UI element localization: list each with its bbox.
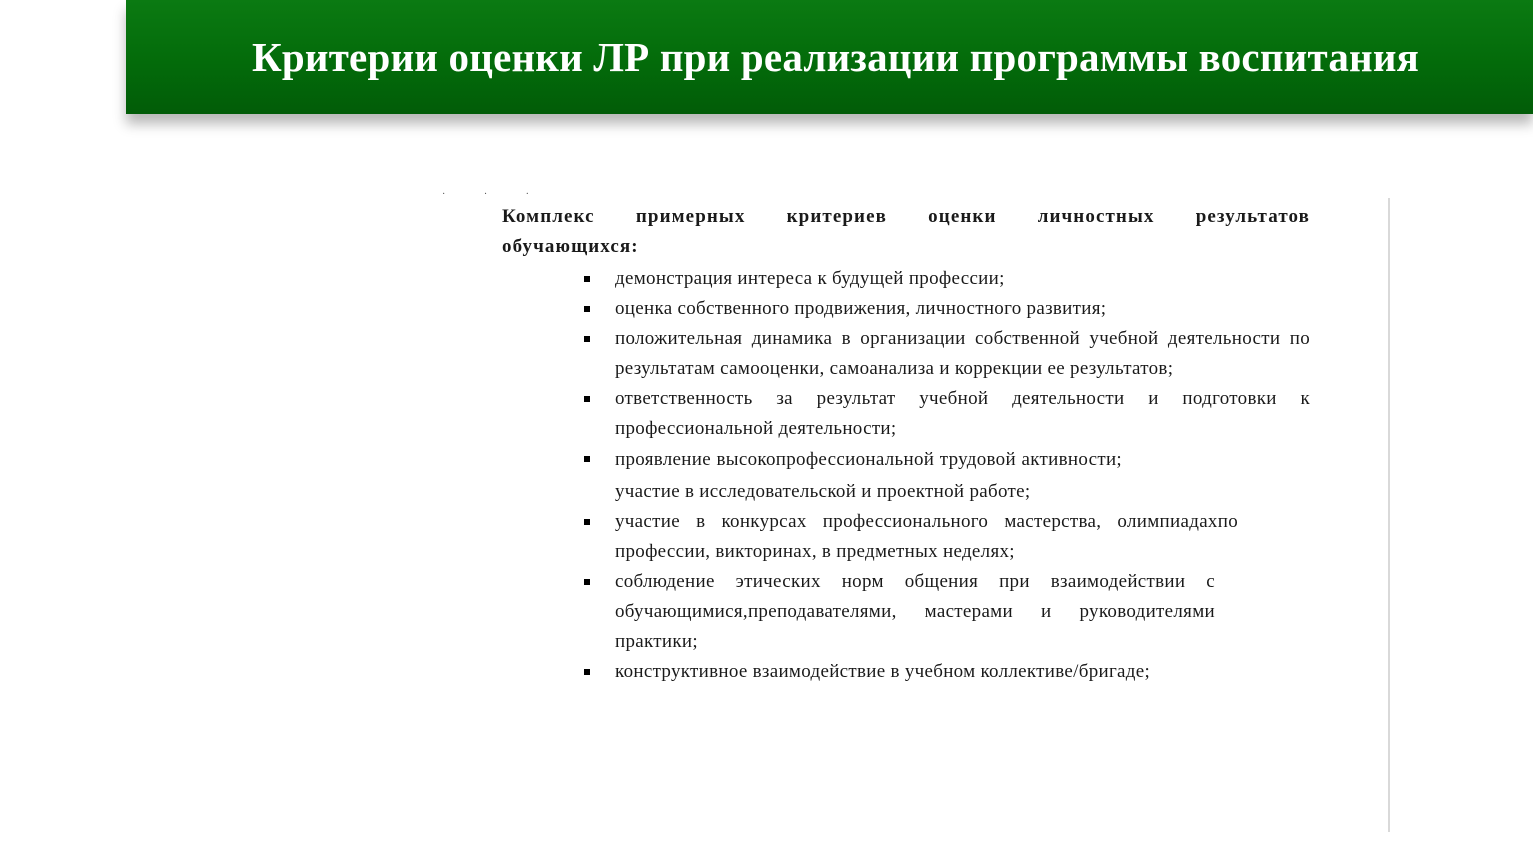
square-bullet-icon: [584, 276, 590, 282]
list-item: [502, 264, 1310, 294]
list-item-text: соблюдение этических норм общения при взаимодействии с обучающимися,преподавателями, мастерами и руководителями практики;: [615, 571, 1215, 652]
square-bullet-icon: [584, 336, 590, 342]
document-body: [502, 202, 1310, 687]
square-bullet-icon: [584, 456, 590, 462]
list-item-text: оценка собственного продвижения, личностного развития;: [615, 298, 1107, 319]
criteria-list: [502, 264, 1310, 687]
list-item: [502, 567, 1310, 657]
cropped-text-remnant: · · ·: [442, 190, 547, 200]
list-item: [502, 657, 1310, 687]
square-bullet-icon: [584, 396, 590, 402]
document-heading: Комплекс примерных критериев оценки личностных результатов обучающихся:: [502, 206, 1310, 257]
list-item-text: демонстрация интереса к будущей профессии;: [615, 268, 1005, 289]
square-bullet-icon: [584, 579, 590, 585]
list-item-text: проявление высокопрофессиональной трудовой активности; участие в исследовательской и проектной работе;: [615, 449, 1122, 502]
list-item: [502, 294, 1310, 324]
list-item: [502, 507, 1310, 567]
square-bullet-icon: [584, 306, 590, 312]
square-bullet-icon: [584, 519, 590, 525]
square-bullet-icon: [584, 669, 590, 675]
page-edge-divider: [1388, 198, 1390, 832]
list-item-text: участие в конкурсах профессионального мастерства, олимпиадахпо профессии, викторинах, в предметных неделях;: [615, 511, 1238, 562]
list-item-text: положительная динамика в организации собственной учебной деятельности по результатам самооценки, самоанализа и коррекции ее результатов;: [615, 328, 1310, 379]
list-item: [502, 384, 1310, 444]
slide-title: Критерии оценки ЛР при реализации программы воспитания: [251, 34, 1420, 80]
document-excerpt: [440, 190, 1392, 832]
list-item-text: конструктивное взаимодействие в учебном коллективе/бригаде;: [615, 661, 1151, 682]
list-item: [502, 444, 1310, 507]
list-item: [502, 324, 1310, 384]
title-banner: [126, 0, 1533, 114]
list-item-text: ответственность за результат учебной деятельности и подготовки к профессиональной деятельности;: [615, 388, 1310, 439]
